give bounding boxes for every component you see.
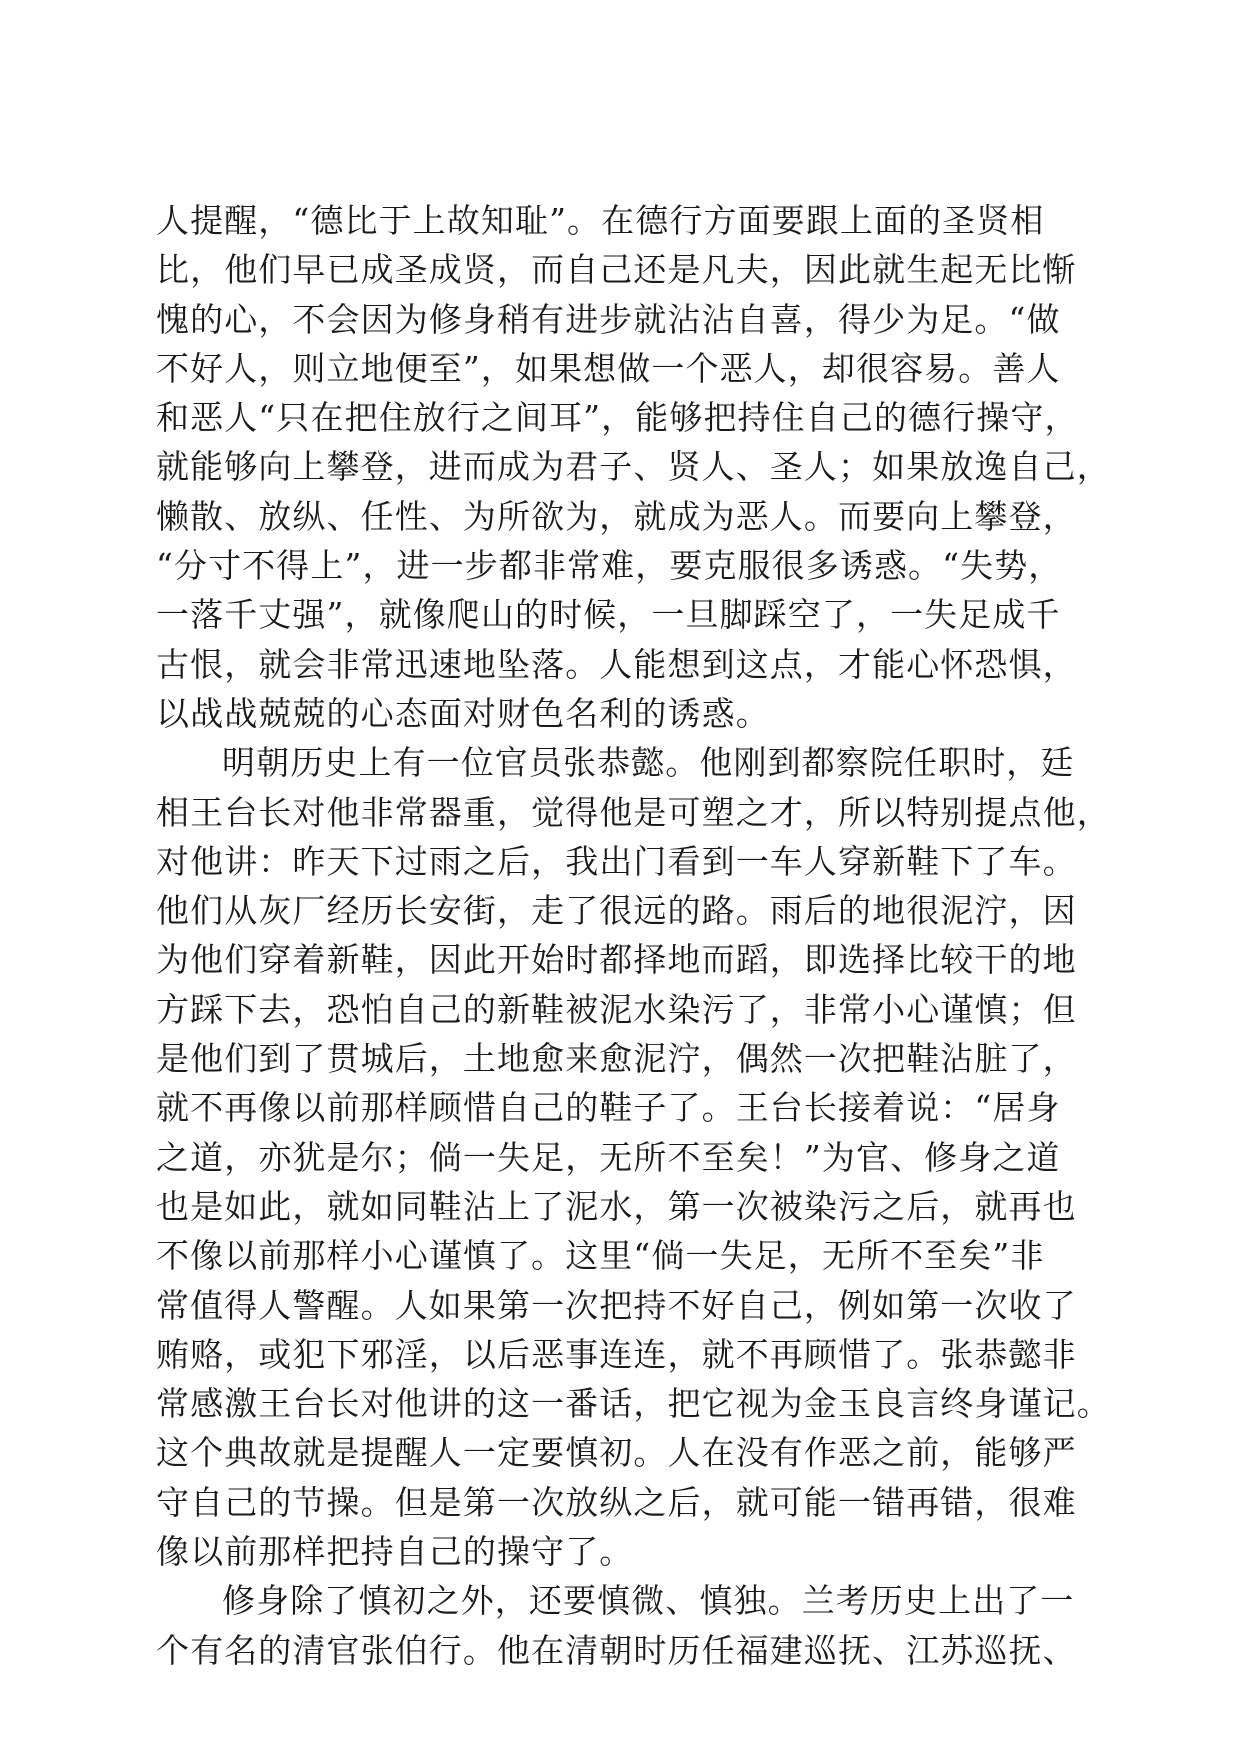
- text-line: 他们从灰厂经历长安街，走了很远的路。雨后的地很泥泞，因: [156, 891, 1077, 931]
- text-line: 个有名的清官张伯行。他在清朝时历任福建巡抚、江苏巡抚、: [156, 1630, 1077, 1670]
- text-line: 之道，亦犹是尔；倘一失足，无所不至矣！”为官、修身之道: [156, 1137, 1061, 1177]
- text-line: 修身除了慎初之外，还要慎微、慎独。兰考历史上出了一: [222, 1581, 1075, 1621]
- text-line: 不像以前那样小心谨慎了。这里“倘一失足，无所不至矣”非: [156, 1236, 1045, 1276]
- text-line: 愧的心，不会因为修身稍有进步就沾沾自喜，得少为足。“做: [156, 299, 1061, 339]
- text-line: 和恶人“只在把住放行之间耳”，能够把持住自己的德行操守，: [156, 398, 1079, 438]
- text-line: 就不再像以前那样顾惜自己的鞋子了。王台长接着说：“居身: [156, 1088, 1061, 1128]
- text-line: 像以前那样把持自己的操守了。: [156, 1532, 634, 1572]
- text-line: 守自己的节操。但是第一次放纵之后，就可能一错再错，很难: [156, 1482, 1077, 1522]
- body-text: [156, 196, 1111, 1675]
- text-line: 古恨，就会非常迅速地坠落。人能想到这点，才能心怀恐惧，: [156, 644, 1077, 684]
- text-line: 这个典故就是提醒人一定要慎初。人在没有作恶之前，能够严: [156, 1433, 1077, 1473]
- text-line: 方踩下去，恐怕自己的新鞋被泥水染污了，非常小心谨慎；但: [156, 989, 1077, 1029]
- text-line: 就能够向上攀登，进而成为君子、贤人、圣人；如果放逸自己，: [156, 447, 1111, 487]
- text-line: 也是如此，就如同鞋沾上了泥水，第一次被染污之后，就再也: [156, 1186, 1077, 1226]
- text-line: 贿赂，或犯下邪淫，以后恶事连连，就不再顾惜了。张恭懿非: [156, 1334, 1077, 1374]
- text-line: 不好人，则立地便至”，如果想做一个恶人，却很容易。善人: [156, 348, 1061, 388]
- text-line: 懒散、放纵、任性、为所欲为，就成为恶人。而要向上攀登，: [156, 496, 1077, 536]
- text-line: 常值得人警醒。人如果第一次把持不好自己，例如第一次收了: [156, 1285, 1077, 1325]
- text-line: 一落千丈强”，就像爬山的时候，一旦脚踩空了，一失足成千: [156, 595, 1061, 635]
- text-line: 常感激王台长对他讲的这一番话，把它视为金玉良言终身谨记。: [156, 1384, 1111, 1424]
- text-line: 为他们穿着新鞋，因此开始时都择地而蹈，即选择比较干的地: [156, 940, 1077, 980]
- text-line: 比，他们早已成圣成贤，而自己还是凡夫，因此就生起无比惭: [156, 250, 1077, 290]
- text-line: 相王台长对他非常器重，觉得他是可塑之才，所以特别提点他，: [156, 792, 1111, 832]
- text-line: 明朝历史上有一位官员张恭懿。他刚到都察院任职时，廷: [222, 743, 1075, 783]
- paragraph: [156, 738, 1111, 1576]
- text-line: 对他讲：昨天下过雨之后，我出门看到一车人穿新鞋下了车。: [156, 841, 1077, 881]
- text-line: “分寸不得上”，进一步都非常难，要克服很多诱惑。“失势，: [156, 546, 1063, 586]
- text-line: 以战战兢兢的心态面对财色名利的诱惑。: [156, 693, 770, 733]
- text-line: 人提醒，“德比于上故知耻”。在德行方面要跟上面的圣贤相: [156, 201, 1045, 240]
- paragraph: [156, 196, 1111, 738]
- paragraph: [156, 1576, 1086, 1675]
- text-line: 是他们到了贯城后，土地愈来愈泥泞，偶然一次把鞋沾脏了，: [156, 1039, 1077, 1079]
